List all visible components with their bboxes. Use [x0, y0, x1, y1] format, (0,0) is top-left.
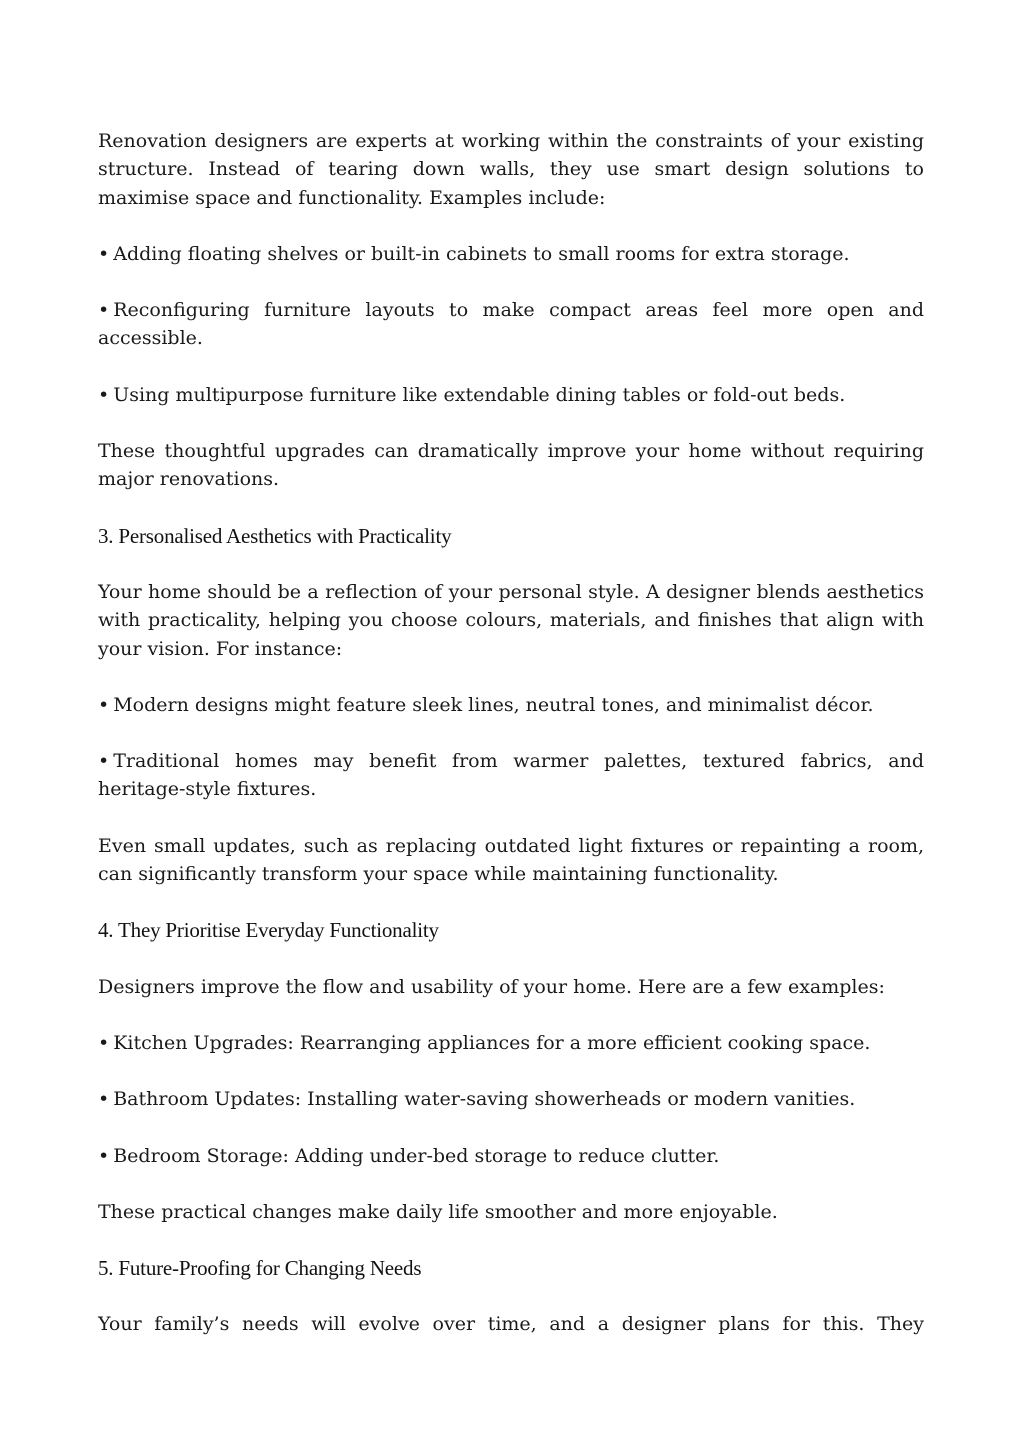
intro-closing: These thoughtful upgrades can dramatically improve your home without requiring major renovations. — [98, 440, 924, 491]
list-item-text: Bedroom Storage: Adding under-bed storage to reduce clutter. — [113, 1144, 720, 1167]
list-item — [98, 1085, 924, 1113]
bullet-icon: • — [98, 1144, 110, 1167]
section-5-heading: 5. Future-Proofing for Changing Needs — [98, 1256, 422, 1281]
section-3-heading: 3. Personalised Aesthetics with Practicality — [98, 523, 452, 548]
list-item — [98, 381, 924, 409]
document-page — [98, 127, 924, 1339]
bullet-icon: • — [98, 299, 110, 322]
section-3-closing: Even small updates, such as replacing outdated light fixtures or repainting a room, can significantly transform your space while maintaining functionality. — [98, 834, 924, 886]
section-4-paragraph: Designers improve the flow and usability of your home. Here are a few examples: — [98, 975, 885, 998]
list-item — [98, 747, 924, 804]
list-item-text: Bathroom Updates: Installing water-saving showerheads or modern vanities. — [113, 1088, 856, 1111]
list-item — [98, 1029, 924, 1057]
list-item-text: Modern designs might feature sleek lines, neutral tones, and minimalist décor. — [113, 693, 874, 716]
intro-paragraph: Renovation designers are experts at working within the constraints of your existing structure. Instead of tearing down walls, they use smart design solutions to maximise space and functionality. Examples include: — [98, 130, 924, 209]
bullet-icon: • — [98, 1088, 110, 1111]
list-item-text: Using multipurpose furniture like extendable dining tables or fold-out beds. — [113, 383, 846, 406]
list-item-text: Traditional homes may benefit from warmer palettes, textured fabrics, and heritage-style fixtures. — [98, 750, 924, 801]
bullet-icon: • — [98, 242, 110, 265]
list-item — [98, 296, 924, 353]
section-4-closing: These practical changes make daily life smoother and more enjoyable. — [98, 1200, 778, 1223]
list-item-text: Adding floating shelves or built-in cabinets to small rooms for extra storage. — [113, 242, 850, 265]
bullet-icon: • — [98, 693, 110, 716]
section-5-paragraph: Your family’s needs will evolve over time, and a designer plans for this. They — [98, 1313, 924, 1336]
section-3-paragraph: Your home should be a reflection of your personal style. A designer blends aesthetics with practicality, helping you choose colours, materials, and finishes that align with your vision. For instance: — [98, 580, 924, 660]
list-item — [98, 691, 924, 719]
bullet-icon: • — [98, 383, 110, 406]
list-item-text: Reconfiguring furniture layouts to make compact areas feel more open and accessible. — [98, 299, 924, 350]
list-item — [98, 1142, 924, 1170]
section-4-heading: 4. They Prioritise Everyday Functionality — [98, 918, 439, 943]
bullet-icon: • — [98, 750, 110, 773]
list-item-text: Kitchen Upgrades: Rearranging appliances for a more efficient cooking space. — [113, 1031, 871, 1054]
bullet-icon: • — [98, 1031, 110, 1054]
list-item — [98, 240, 924, 268]
